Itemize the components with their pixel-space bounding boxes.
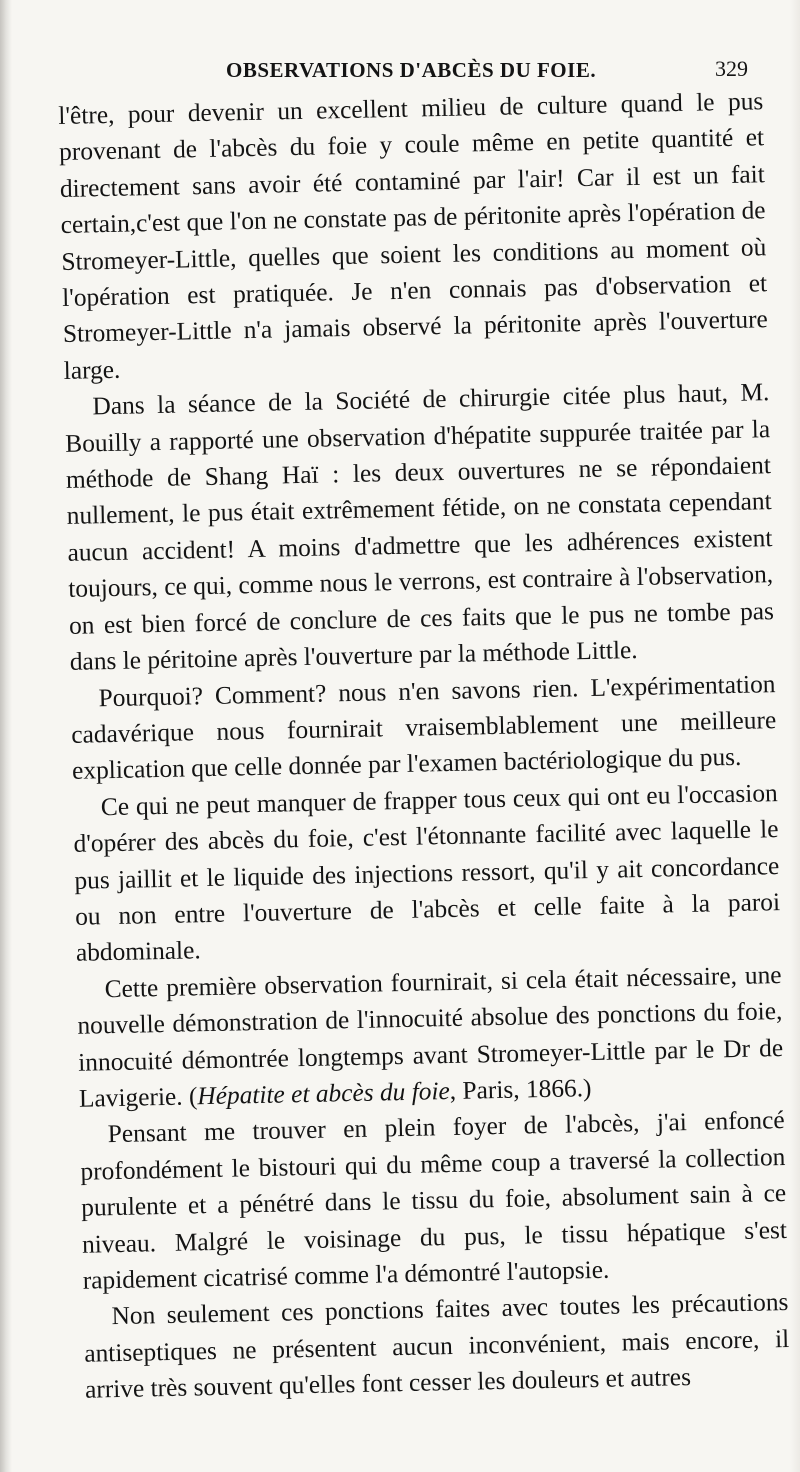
paragraph-7: Non seulement ces ponctions faites avec toutes les précautions antiseptiques ne présentent aucun inconvénient, mais encore, il arrive très souvent qu'elles font cesser les douleurs et autres: [84, 1288, 790, 1404]
page-header: [0, 58, 800, 88]
body-text: [58, 83, 790, 1408]
paragraph-2: Dans la séance de la Société de chirurgie citée plus haut, M. Bouilly a rapporté une observation d'hépatite suppurée traitée par la méthode de Shang Haï : les deux ouvertures ne se répondaient nullement, le pus était extrêmement fétide, on ne constata cependant aucun accident! A moins d'admettre que les adhérences existent toujours, ce qui, comme nous le verrons, est contraire à l'observation, on est bien forcé de conclure de ces faits que le pus ne tombe pas dans le péritoine après l'ouverture par la méthode Little.: [64, 378, 775, 676]
paragraph-5: [76, 957, 784, 1117]
paragraph-5-text: Cette première observation fournirait, si cela était nécessaire, une nouvelle démonstration de l'innocuité absolue des ponctions du foie, innocuité démontrée longtemps avant Stromeyer-Little par le Dr de Lavigerie. (: [77, 960, 784, 1113]
page-number: 329: [715, 56, 748, 81]
running-head: OBSERVATIONS D'ABCÈS DU FOIE.: [226, 58, 597, 82]
paragraph-1: l'être, pour devenir un excellent milieu de culture quand le pus provenant de l'abcès du foie y coule même en petite quantité et directement sans avoir été contaminé par l'air! Car il est un fait certain,c'est que l'on ne constate pas de péritonite après l'opération de Stromeyer-Little, quelles que soient les conditions au moment où l'opération est pratiquée. Je n'en connais pas d'observation et Stromeyer-Little n'a jamais observé la péritonite après l'ouverture large.: [58, 87, 769, 385]
paragraph-4: Ce qui ne peut manquer de frapper tous ceux qui ont eu l'occasion d'opérer des abcès du foie, c'est l'étonnante facilité avec laquelle le pus jaillit et le liquide des injections ressort, qu'il y ait concordance ou non entre l'ouverture de l'abcès et celle faite à la paroi abdominale.: [73, 778, 781, 968]
page-gutter-shadow: [0, 0, 12, 1472]
paragraph-6: Pensant me trouver en plein foyer de l'abcès, j'ai enfoncé profondément le bistouri qui du même coup a traversé la collection purulente et a pénétré dans le tissu du foie, absolument sain à ce niveau. Malgré le voisinage du pus, le tissu hépatique s'est rapidement cicatrisé comme l'a démontré l'autopsie.: [80, 1106, 788, 1295]
paragraph-5-end: , Paris, 1866.): [449, 1074, 592, 1105]
paragraph-3: Pourquoi? Comment? nous n'en savons rien. L'expérimentation cadavérique nous fournirait vraisemblablement une meilleure explication que celle donnée par l'examen bactériologique du pus.: [71, 669, 777, 786]
citation-title: Hépatite et abcès du foie: [197, 1076, 451, 1111]
